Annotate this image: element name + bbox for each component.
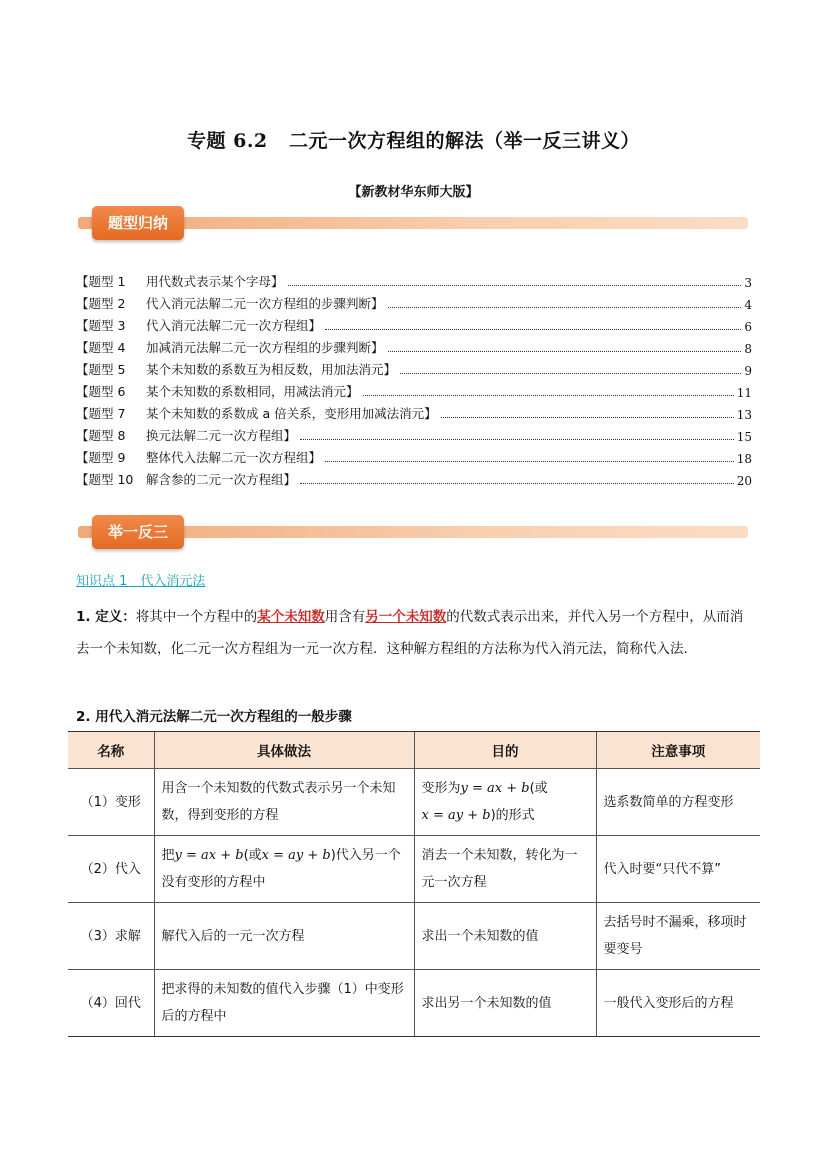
toc-code: 【题型 2 — [76, 296, 126, 311]
knowledge-point-link[interactable]: 知识点 1 代入消元法 — [76, 574, 206, 589]
toc-page-number: 13 — [736, 408, 752, 422]
step-note: 一般代入变形后的方程 — [596, 970, 760, 1037]
toc-leader — [300, 483, 734, 484]
toc-title: 某个未知数的系数成 a 倍关系，变形用加减法消元】 — [146, 406, 437, 421]
toc-entry[interactable] — [76, 312, 752, 334]
toc-code: 【题型 10 — [76, 472, 134, 487]
toc-page-number: 3 — [744, 276, 752, 290]
toc-entry[interactable] — [76, 356, 752, 378]
toc-title: 代入消元法解二元一次方程组的步骤判断】 — [146, 296, 384, 311]
toc-code: 【题型 5 — [76, 362, 126, 377]
toc-title: 用代数式表示某个字母】 — [146, 274, 284, 289]
steps-heading: 2. 用代入消元法解二元一次方程组的一般步骤 — [76, 709, 352, 725]
step-method: 用含一个未知数的代数式表示另一个未知数，得到变形的方程 — [154, 769, 414, 836]
examples-banner — [78, 515, 748, 551]
step-method: 把求得的未知数的值代入步骤（1）中变形后的方程中 — [154, 970, 414, 1037]
title-number: 6.2 — [233, 130, 268, 152]
header-cell: 名称 — [68, 732, 154, 769]
toc-title: 解含参的二元一次方程组】 — [146, 472, 297, 487]
table-row — [68, 970, 760, 1037]
toc-page-number: 4 — [744, 298, 752, 312]
toc-leader — [441, 417, 734, 418]
step-note: 去括号时不漏乘，移项时要变号 — [596, 903, 760, 970]
header-cell: 注意事项 — [596, 732, 760, 769]
toc-title: 换元法解二元一次方程组】 — [146, 428, 297, 443]
definition-text: 将其中一个方程中的 — [135, 609, 258, 625]
toc-page-number: 8 — [744, 342, 752, 356]
toc-page-number: 9 — [744, 364, 752, 378]
toc-entry[interactable] — [76, 268, 752, 290]
header-cell: 具体做法 — [154, 732, 414, 769]
toc-code: 【题型 1 — [76, 274, 126, 289]
toc-code: 【题型 8 — [76, 428, 126, 443]
toc-page-number: 6 — [744, 320, 752, 334]
step-method: 把y = ax + b(或x = ay + b)代入另一个没有变形的方程中 — [154, 836, 414, 903]
toc-title: 某个未知数的系数相同，用减法消元】 — [146, 384, 359, 399]
step-purpose: 求出一个未知数的值 — [414, 903, 596, 970]
toc-leader — [388, 307, 742, 308]
toc-title: 某个未知数的系数互为相反数，用加法消元】 — [146, 362, 397, 377]
toc-leader — [325, 329, 741, 330]
toc-leader — [388, 351, 742, 352]
toc-code: 【题型 3 — [76, 318, 126, 333]
definition-label: 1. 定义： — [76, 609, 136, 625]
definition-paragraph — [76, 601, 756, 665]
banner-tab: 举一反三 — [92, 515, 184, 549]
toc-title: 加减消元法解二元一次方程组的步骤判断】 — [146, 340, 384, 355]
title-prefix: 专题 — [186, 130, 226, 152]
step-name: （2）代入 — [68, 836, 154, 903]
toc-entry[interactable] — [76, 422, 752, 444]
toc-leader — [288, 285, 742, 286]
toc-entry[interactable] — [76, 378, 752, 400]
table-row — [68, 769, 760, 836]
table-header-row — [68, 732, 760, 769]
title-main: 二元一次方程组的解法（举一反三讲义） — [289, 130, 641, 152]
toc-entry[interactable] — [76, 290, 752, 312]
highlight-term: 另一个未知数 — [365, 609, 447, 625]
toc-banner — [78, 206, 748, 242]
toc-leader — [325, 461, 734, 462]
table-of-contents — [76, 268, 752, 488]
toc-leader — [300, 439, 734, 440]
edition-label: 【新教材华东师大版】 — [348, 185, 479, 200]
toc-leader — [363, 395, 734, 396]
toc-page-number: 11 — [736, 386, 752, 400]
table-row — [68, 836, 760, 903]
toc-title: 整体代入法解二元一次方程组】 — [146, 450, 322, 465]
step-name: （1）变形 — [68, 769, 154, 836]
toc-title: 代入消元法解二元一次方程组】 — [146, 318, 322, 333]
step-purpose: 变形为y = ax + b(或 x = ay + b)的形式 — [414, 769, 596, 836]
toc-page-number: 15 — [736, 430, 752, 444]
toc-page-number: 20 — [736, 474, 752, 488]
step-note: 代入时要“只代不算” — [596, 836, 760, 903]
toc-entry[interactable] — [76, 400, 752, 422]
step-method: 解代入后的一元一次方程 — [154, 903, 414, 970]
toc-leader — [400, 373, 741, 374]
banner-tab: 题型归纳 — [92, 206, 184, 240]
step-purpose: 求出另一个未知数的值 — [414, 970, 596, 1037]
steps-table — [68, 731, 760, 1037]
toc-code: 【题型 6 — [76, 384, 126, 399]
highlight-term: 某个未知数 — [257, 609, 325, 625]
toc-code: 【题型 9 — [76, 450, 126, 465]
definition-text: 用含有 — [324, 609, 366, 625]
table-row — [68, 903, 760, 970]
step-note: 选系数简单的方程变形 — [596, 769, 760, 836]
step-name: （3）求解 — [68, 903, 154, 970]
toc-code: 【题型 4 — [76, 340, 126, 355]
toc-page-number: 18 — [736, 452, 752, 466]
toc-entry[interactable] — [76, 466, 752, 488]
toc-entry[interactable] — [76, 334, 752, 356]
toc-code: 【题型 7 — [76, 406, 126, 421]
step-purpose: 消去一个未知数，转化为一元一次方程 — [414, 836, 596, 903]
header-cell: 目的 — [414, 732, 596, 769]
definition-text: 的代数式表示出来，并代入另一个方程中，从而消去一个未知数，化二元一次方程组为一元一次方程．这种解方程组的方法称为代入消元法，简称代入法． — [76, 609, 744, 657]
toc-entry[interactable] — [76, 444, 752, 466]
page-title — [0, 126, 827, 153]
step-name: （4）回代 — [68, 970, 154, 1037]
